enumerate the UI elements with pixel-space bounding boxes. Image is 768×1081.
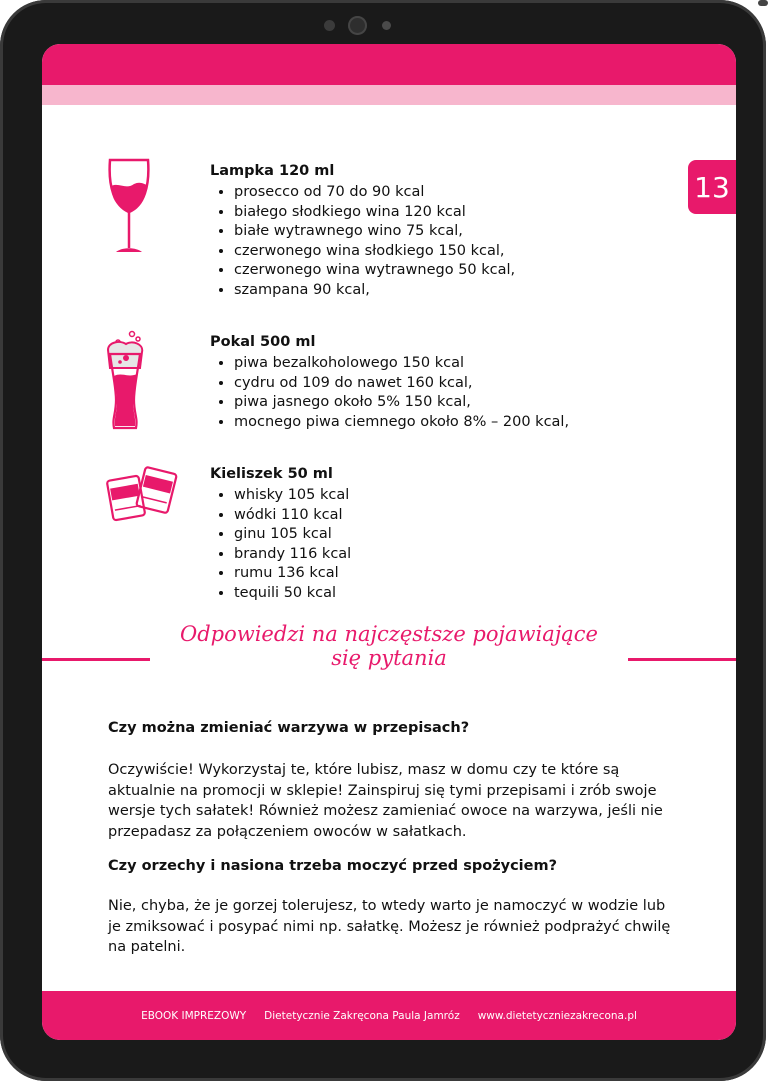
list-item: • brandy 116 kcal (234, 545, 351, 565)
faq-answer: Nie, chyba, że je gorzej tolerujesz, to wtedy warto je namoczyć w wodzie lub je zmiksować i posypać nimi np. sałatkę. Możesz je również podprażyć chwilę na patelni. (108, 898, 671, 955)
faq-heading (42, 622, 736, 670)
wine-section (210, 161, 515, 300)
list-item: • cydru od 109 do nawet 160 kcal, (234, 374, 569, 394)
wine-glass-icon (104, 156, 154, 256)
list-item: • whisky 105 kcal (234, 486, 351, 506)
item-list (210, 183, 515, 300)
faq-answer: Oczywiście! Wykorzystaj te, które lubisz, masz w domu czy te które są aktualnie na promocji w sklepie! Zainspiruj się tymi przepisami i zrób swoje wersje tych sałatek! Również możesz zamieniać owoce na warzywa, jeśli nie przepadasz za połączeniem owoców w sałatkach. (108, 762, 663, 840)
faq-heading-line2: się pytania (331, 646, 447, 670)
page-number: 13 (688, 160, 736, 214)
beer-glass-icon (100, 328, 150, 434)
section-title: Lampka 120 ml (210, 163, 335, 179)
camera-bar (318, 14, 398, 36)
ebook-page (42, 44, 736, 1040)
footer-website-link[interactable]: www.dietetyczniezakrecona.pl (477, 1009, 637, 1022)
list-item: • rumu 136 kcal (234, 564, 351, 584)
tablet-side-button (758, 0, 768, 6)
faq-item (108, 856, 678, 958)
section-title: Kieliszek 50 ml (210, 466, 333, 482)
list-item: • tequili 50 kcal (234, 584, 351, 604)
faq-item (108, 718, 678, 842)
shot-glasses-icon (104, 462, 180, 528)
list-item: • czerwonego wina wytrawnego 50 kcal, (234, 261, 515, 281)
list-item: • szampana 90 kcal, (234, 281, 515, 301)
list-item: • piwa bezalkoholowego 150 kcal (234, 354, 569, 374)
faq-heading-line1: Odpowiedzi na najczęstsze pojawiające (179, 622, 598, 646)
list-item: • piwa jasnego około 5% 150 kcal, (234, 393, 569, 413)
list-item: • białe wytrawnego wino 75 kcal, (234, 222, 515, 242)
list-item: • czerwonego wina słodkiego 150 kcal, (234, 242, 515, 262)
header-bar (42, 44, 736, 85)
section-title: Pokal 500 ml (210, 334, 316, 350)
footer-author: Dietetycznie Zakręcona Paula Jamróz (264, 1009, 460, 1022)
item-list (210, 486, 351, 603)
shot-section (210, 464, 351, 603)
list-item: • wódki 110 kcal (234, 506, 351, 526)
light-sensor-icon (382, 21, 391, 30)
faq-question: Czy można zmieniać warzywa w przepisach? (108, 720, 470, 736)
footer-bar (42, 991, 736, 1040)
list-item: • białego słodkiego wina 120 kcal (234, 203, 515, 223)
footer-ebook-title: EBOOK IMPREZOWY (141, 1009, 247, 1022)
list-item: • prosecco od 70 do 90 kcal (234, 183, 515, 203)
camera-icon (348, 16, 367, 35)
beer-section (210, 332, 569, 432)
list-item: • ginu 105 kcal (234, 525, 351, 545)
item-list (210, 354, 569, 432)
sensor-icon (324, 20, 335, 31)
header-stripe (42, 85, 736, 105)
faq-question: Czy orzechy i nasiona trzeba moczyć przed spożyciem? (108, 858, 558, 874)
list-item: • mocnego piwa ciemnego około 8% – 200 kcal, (234, 413, 569, 433)
